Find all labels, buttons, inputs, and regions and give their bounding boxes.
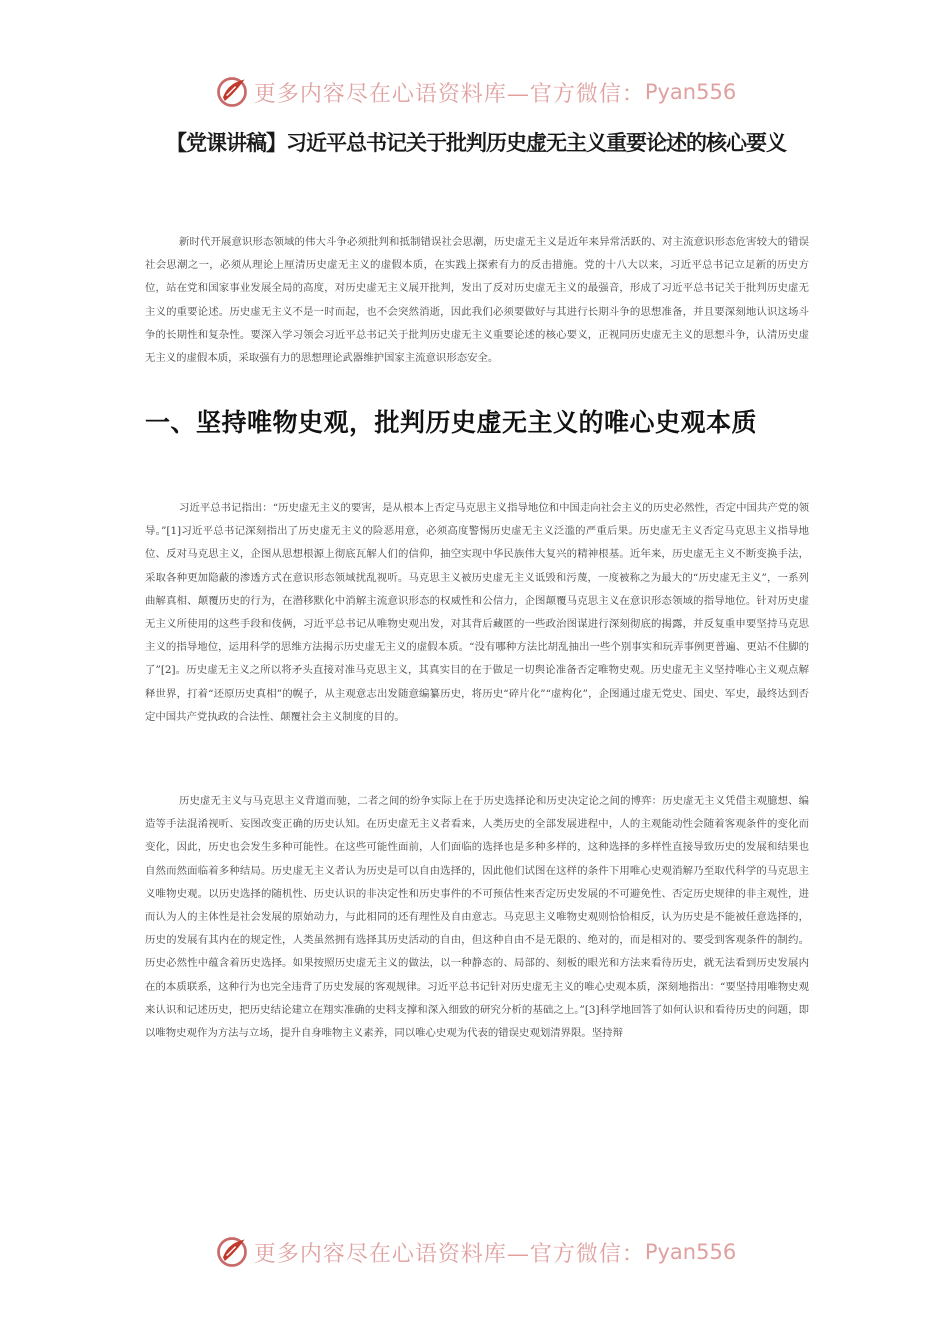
- body-paragraph-1: 习近平总书记指出：“历史虚无主义的要害，是从根本上否定马克思主义指导地位和中国走向社会主义的历史必然性，否定中国共产党的领导。”[1]习近平总书记深刻指出了历史虚无主义的险恶用意，必须高度警惕历史虚无主义泛滥的严重后果。历史虚无主义否定马克思主义指导地位、反对马克思主义，企图从思想根源上彻底瓦解人们的信仰，抽空实现中华民族伟大复兴的精神根基。近年来，历史虚无主义不断变换手法，采取各种更加隐蔽的渗透方式在意识形态领域扰乱视听。马克思主义被历史虚无主义诋毁和污蔑，一度被称之为最大的“历史虚无主义”，一系列曲解真相、颠覆历史的行为，在潜移默化中消解主流意识形态的权威性和公信力，企图颠覆马克思主义在意识形态领域的指导地位。针对历史虚无主义所使用的这些手段和伎俩，习近平总书记从唯物史观出发，对其背后藏匿的一些政治图谋进行深刻彻底的揭露，并反复重申要坚持马克思主义的指导地位，运用科学的思维方法揭示历史虚无主义的虚假本质。“没有哪种方法比胡乱抽出一些个别事实和玩弄事例更普遍、更站不住脚的了”[2]。历史虚无主义之所以将矛头直接对准马克思主义，其真实目的在于做足一切舆论准备否定唯物史观。历史虚无主义坚持唯心主义观点解释世界，打着“还原历史真相”的幌子，从主观意志出发随意编纂历史，将历史“碎片化”“虚构化”，企图通过虚无党史、国史、军史，最终达到否定中国共产党执政的合法性、颠覆社会主义制度的目的。: [145, 502, 809, 723]
- document-title: 【党课讲稿】习近平总书记关于批判历史虚无主义重要论述的核心要义: [166, 131, 786, 155]
- watermark-id: Pyan556: [644, 1240, 737, 1264]
- body-paragraph-2: 历史虚无主义与马克思主义背道而驰，二者之间的纷争实际上在于历史选择论和历史决定论之间的博弈：历史虚无主义凭借主观臆想、编造等手法混淆视听、妄图改变正确的历史认知。在历史虚无主义者看来，人类历史的全部发展进程中，人的主观能动性会随着客观条件的变化而变化，因此，历史也会发生多种可能性。在这些可能性面前，人们面临的选择也是多种多样的，这种选择的多样性直接导致历史的发展和结果也自然而然面临着多种结局。历史虚无主义者认为历史是可以自由选择的，因此他们试图在这样的条件下用唯心史观消解乃至取代科学的马克思主义唯物史观。以历史选择的随机性、历史认识的非决定性和历史事件的不可预估性来否定历史发展的不可避免性、否定历史规律的非主观性，进而认为人的主体性是社会发展的原始动力，与此相同的还有理性及自由意志。马克思主义唯物史观则恰恰相反，认为历史是不能被任意选择的，历史的发展有其内在的规定性，人类虽然拥有选择其历史活动的自由，但这种自由不是无限的、绝对的，而是相对的、要受到客观条件的制约。历史必然性中蕴含着历史选择。如果按照历史虚无主义的做法，以一种静态的、局部的、刻板的眼光和方法来看待历史，就无法看到历史发展内在的本质联系，这种行为也完全违背了历史发展的客观规律。习近平总书记针对历史虚无主义的唯心史观本质，深刻地指出：“要坚持用唯物史观来认识和记述历史，把历史结论建立在翔实准确的史料支撑和深入细致的研究分析的基础之上。”[3]科学地回答了如何认识和看待历史的问题，即以唯物史观作为方法与立场，提升自身唯物主义素养，同以唯心史观为代表的错误史观划清界限。坚持辩: [145, 795, 809, 1040]
- brand-logo-icon: [214, 74, 250, 110]
- watermark-footer: [0, 1232, 950, 1272]
- section-heading: 一、坚持唯物史观，批判历史虚无主义的唯心史观本质: [145, 408, 758, 437]
- watermark-text: 更多内容尽在心语资料库—官方微信：: [253, 1241, 645, 1267]
- watermark-text: 更多内容尽在心语资料库—官方微信：: [253, 81, 645, 107]
- watermark-id: Pyan556: [644, 80, 737, 104]
- intro-paragraph: 新时代开展意识形态领域的伟大斗争必须批判和抵制错误社会思潮，历史虚无主义是近年来异常活跃的、对主流意识形态危害较大的错误社会思潮之一，必须从理论上厘清历史虚无主义的虚假本质，在实践上探索有力的反击措施。党的十八大以来，习近平总书记立足新的历史方位，站在党和国家事业发展全局的高度，对历史虚无主义展开批判，发出了反对历史虚无主义的最强音，形成了习近平总书记关于批判历史虚无主义的重要论述。历史虚无主义不是一时而起，也不会突然消逝，因此我们必须要做好与其进行长期斗争的思想准备，并且要深刻地认识这场斗争的长期性和复杂性。要深入学习领会习近平总书记关于批判历史虚无主义重要论述的核心要义，正视同历史虚无主义的思想斗争，认清历史虚无主义的虚假本质，采取强有力的思想理论武器维护国家主流意识形态安全。: [145, 236, 809, 365]
- watermark-header: [0, 72, 950, 112]
- brand-logo-icon: [214, 1234, 250, 1270]
